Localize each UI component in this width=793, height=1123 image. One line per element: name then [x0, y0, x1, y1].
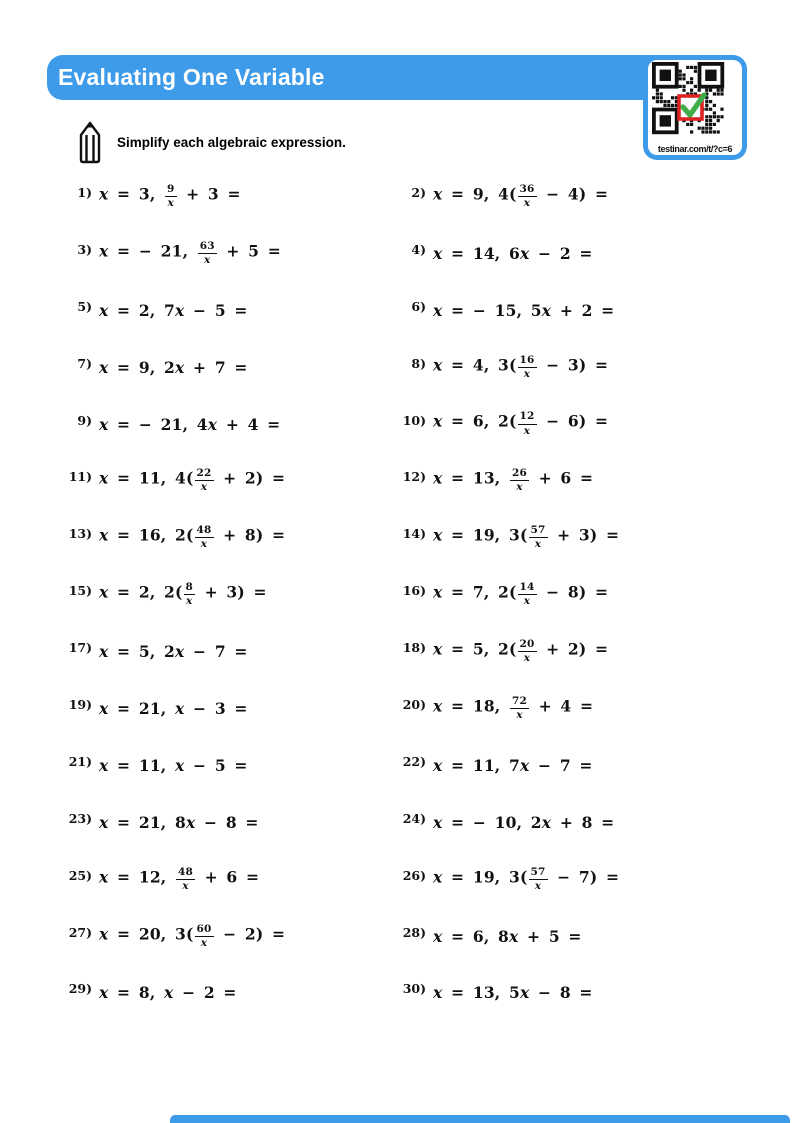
problem-number: 24) [402, 810, 426, 826]
problem-item [62, 184, 396, 209]
qr-caption: testinar.com/t/?c=6 [657, 144, 733, 154]
problem-item [396, 525, 730, 550]
problem-number: 28) [402, 924, 426, 940]
problem-expression: x = 5, 2x − 7 = [99, 642, 248, 662]
problem-item [62, 983, 396, 1002]
problem-item [396, 867, 730, 892]
problem-expression: x = − 15, 5x + 2 = [433, 300, 615, 320]
problem-expression: x = 11, 7x − 7 = [433, 755, 593, 775]
problem-expression: x = 9, 4( $\frac{36}{x}$ − 4) = [433, 182, 609, 209]
problem-number: 8) [411, 355, 426, 371]
fraction: $\frac{20}{x}$ [519, 638, 535, 665]
problem-item [62, 924, 396, 949]
problem-number: 20) [402, 696, 426, 712]
problem-number: 18) [402, 640, 426, 656]
problem-expression: x = 11, x − 5 = [99, 755, 248, 775]
problem-number: 25) [68, 867, 92, 883]
problem-expression: x = 12, $\frac{48}{x}$ + 6 = [99, 865, 260, 892]
problem-number: 10) [402, 412, 426, 428]
problem-number: 19) [68, 696, 92, 712]
problem-expression: x = 5, 2( $\frac{20}{x}$ + 2) = [433, 638, 609, 665]
problems-grid [62, 168, 734, 1021]
qr-code [643, 55, 747, 160]
fraction: $\frac{57}{x}$ [530, 524, 546, 551]
instruction-row [76, 120, 346, 164]
problem-number: 26) [402, 867, 426, 883]
problem-expression: x = − 21, 4x + 4 = [99, 414, 281, 434]
problem-item [396, 411, 730, 436]
problem-number: 1) [77, 184, 92, 200]
problem-item [62, 525, 396, 550]
problem-number: 15) [68, 583, 92, 599]
problem-expression: x = 13, 5x − 8 = [433, 983, 593, 1003]
problem-expression: x = 7, 2( $\frac{14}{x}$ − 8) = [433, 581, 609, 608]
footer-accent-bar [170, 1115, 790, 1123]
problem-item [396, 355, 730, 380]
problem-number: 13) [68, 526, 92, 542]
fraction: $\frac{48}{x}$ [178, 865, 194, 892]
problem-number: 30) [402, 981, 426, 997]
qr-code-icon [643, 55, 747, 160]
problem-number: 4) [411, 241, 426, 257]
problem-expression: x = 9, 2x + 7 = [99, 357, 248, 377]
problem-expression: x = − 21, $\frac{63}{x}$ + 5 = [99, 239, 281, 266]
problem-expression: x = 8, x − 2 = [99, 983, 237, 1003]
fraction: $\frac{14}{x}$ [519, 581, 535, 608]
fraction: $\frac{36}{x}$ [519, 182, 535, 209]
problem-item [396, 298, 730, 320]
problem-number: 29) [68, 981, 92, 997]
problem-item [62, 696, 396, 718]
problem-item [62, 241, 396, 266]
problem-item [62, 810, 396, 832]
fraction: $\frac{48}{x}$ [196, 524, 212, 551]
problem-item [62, 468, 396, 493]
problem-item [396, 582, 730, 607]
problem-expression: x = 16, 2( $\frac{48}{x}$ + 8) = [99, 524, 286, 551]
problem-expression: x = − 10, 2x + 8 = [433, 812, 615, 832]
problem-item [62, 642, 396, 661]
fraction: $\frac{12}{x}$ [519, 410, 535, 437]
problem-item [396, 184, 730, 209]
fraction: $\frac{26}{x}$ [512, 467, 528, 494]
problem-expression: x = 19, 3( $\frac{57}{x}$ + 3) = [433, 524, 620, 551]
problem-number: 17) [68, 640, 92, 656]
fraction: $\frac{57}{x}$ [530, 865, 546, 892]
problem-item [396, 696, 730, 721]
pencil-icon [76, 120, 104, 164]
problem-expression: x = 6, 2( $\frac{12}{x}$ − 6) = [433, 410, 609, 437]
problem-number: 23) [68, 810, 92, 826]
problem-item [396, 810, 730, 832]
fraction: $\frac{9}{x}$ [167, 182, 175, 209]
problem-expression: x = 4, 3( $\frac{16}{x}$ − 3) = [433, 353, 609, 380]
problem-item [62, 412, 396, 434]
problem-expression: x = 11, 4( $\frac{22}{x}$ + 2) = [99, 467, 286, 494]
problem-number: 2) [411, 184, 426, 200]
problem-expression: x = 19, 3( $\frac{57}{x}$ − 7) = [433, 865, 620, 892]
problem-expression: x = 18, $\frac{72}{x}$ + 4 = [433, 694, 594, 721]
problem-number: 14) [402, 526, 426, 542]
problem-item [396, 241, 730, 263]
fraction: $\frac{22}{x}$ [196, 467, 212, 494]
header-band [47, 55, 747, 100]
problem-item [396, 639, 730, 664]
problem-number: 6) [411, 298, 426, 314]
problem-expression: x = 6, 8x + 5 = [433, 926, 582, 946]
problem-number: 27) [68, 924, 92, 940]
problem-number: 12) [402, 469, 426, 485]
problem-expression: x = 21, 8x − 8 = [99, 812, 259, 832]
problem-number: 5) [77, 298, 92, 314]
problem-item [396, 468, 730, 493]
problem-item [396, 753, 730, 775]
fraction: $\frac{63}{x}$ [199, 239, 215, 266]
problem-expression: x = 13, $\frac{26}{x}$ + 6 = [433, 467, 594, 494]
problem-number: 3) [77, 241, 92, 257]
problem-number: 7) [77, 355, 92, 371]
fraction: $\frac{60}{x}$ [196, 922, 212, 949]
problem-expression: x = 14, 6x − 2 = [433, 243, 593, 263]
problem-number: 11) [68, 469, 92, 485]
fraction: $\frac{16}{x}$ [519, 353, 535, 380]
problem-item [62, 582, 396, 607]
problem-number: 22) [402, 753, 426, 769]
problem-item [62, 298, 396, 320]
instruction-text: Simplify each algebraic expression. [117, 134, 346, 150]
problem-item [62, 753, 396, 775]
problem-expression: x = 2, 2( $\frac{8}{x}$ + 3) = [99, 581, 267, 608]
problem-item [62, 867, 396, 892]
problem-expression: x = 3, $\frac{9}{x}$ + 3 = [99, 182, 241, 209]
fraction: $\frac{72}{x}$ [512, 694, 528, 721]
problem-number: 21) [68, 753, 92, 769]
problem-item [62, 355, 396, 377]
problem-item [396, 983, 730, 1002]
page-title: Evaluating One Variable [58, 64, 325, 90]
problem-number: 16) [402, 583, 426, 599]
problem-expression: x = 20, 3( $\frac{60}{x}$ − 2) = [99, 922, 286, 949]
problem-expression: x = 21, x − 3 = [99, 698, 248, 718]
problem-item [396, 924, 730, 946]
problem-expression: x = 2, 7x − 5 = [99, 300, 248, 320]
problem-number: 9) [77, 412, 92, 428]
fraction: $\frac{8}{x}$ [185, 581, 194, 608]
